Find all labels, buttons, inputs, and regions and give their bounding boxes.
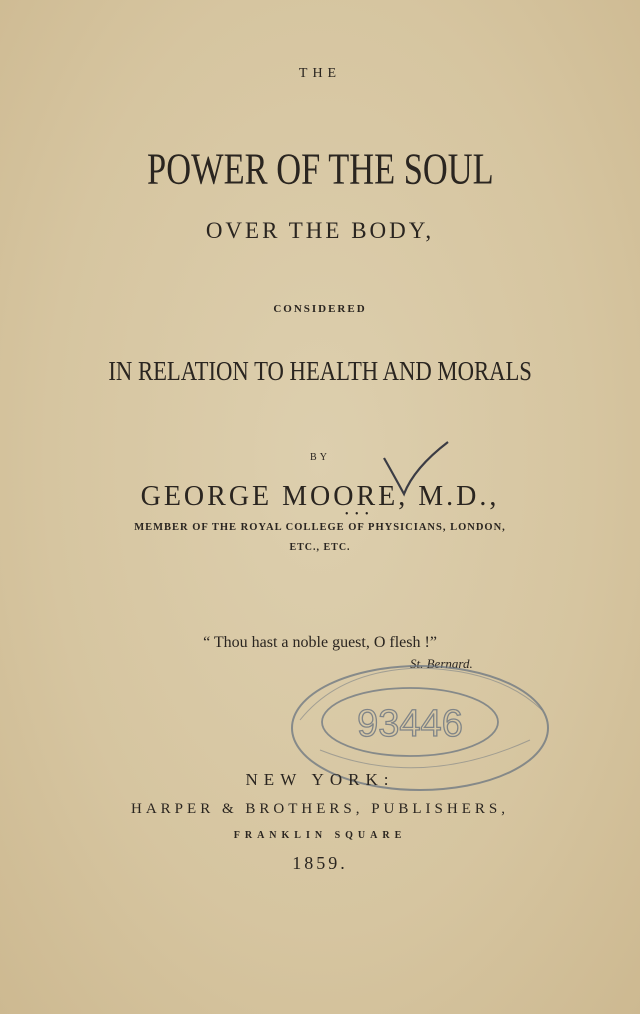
- title-article: THE: [298, 66, 342, 81]
- affiliation-etc: ETC., ETC.: [289, 542, 351, 553]
- considered-text: CONSIDERED: [273, 303, 367, 315]
- publisher-address: FRANKLIN SQUARE: [233, 830, 407, 841]
- publication-place: NEW YORK:: [245, 770, 395, 789]
- by-text: BY: [310, 452, 330, 463]
- book-title: [0, 145, 640, 195]
- relation-text: IN RELATION TO HEALTH AND MORALS: [108, 356, 532, 386]
- relation-line: [0, 356, 640, 387]
- epigraph-attribution: St. Bernard.: [410, 656, 473, 671]
- publisher-name: HARPER & BROTHERS, PUBLISHERS,: [131, 801, 509, 817]
- book-title-text: POWER OF THE SOUL: [146, 145, 494, 195]
- epigraph-quote: “ Thou hast a noble guest, O flesh !”: [203, 634, 437, 651]
- accent-dots: • • •: [345, 509, 371, 520]
- author-affiliation: MEMBER OF THE ROYAL COLLEGE OF PHYSICIANS, LONDON,: [134, 522, 506, 533]
- stamp-number: 93446: [357, 703, 463, 745]
- publication-year: 1859.: [292, 853, 348, 873]
- author-name: GEORGE MOORE, M.D.,: [140, 481, 500, 512]
- book-subtitle: OVER THE BODY,: [205, 218, 435, 243]
